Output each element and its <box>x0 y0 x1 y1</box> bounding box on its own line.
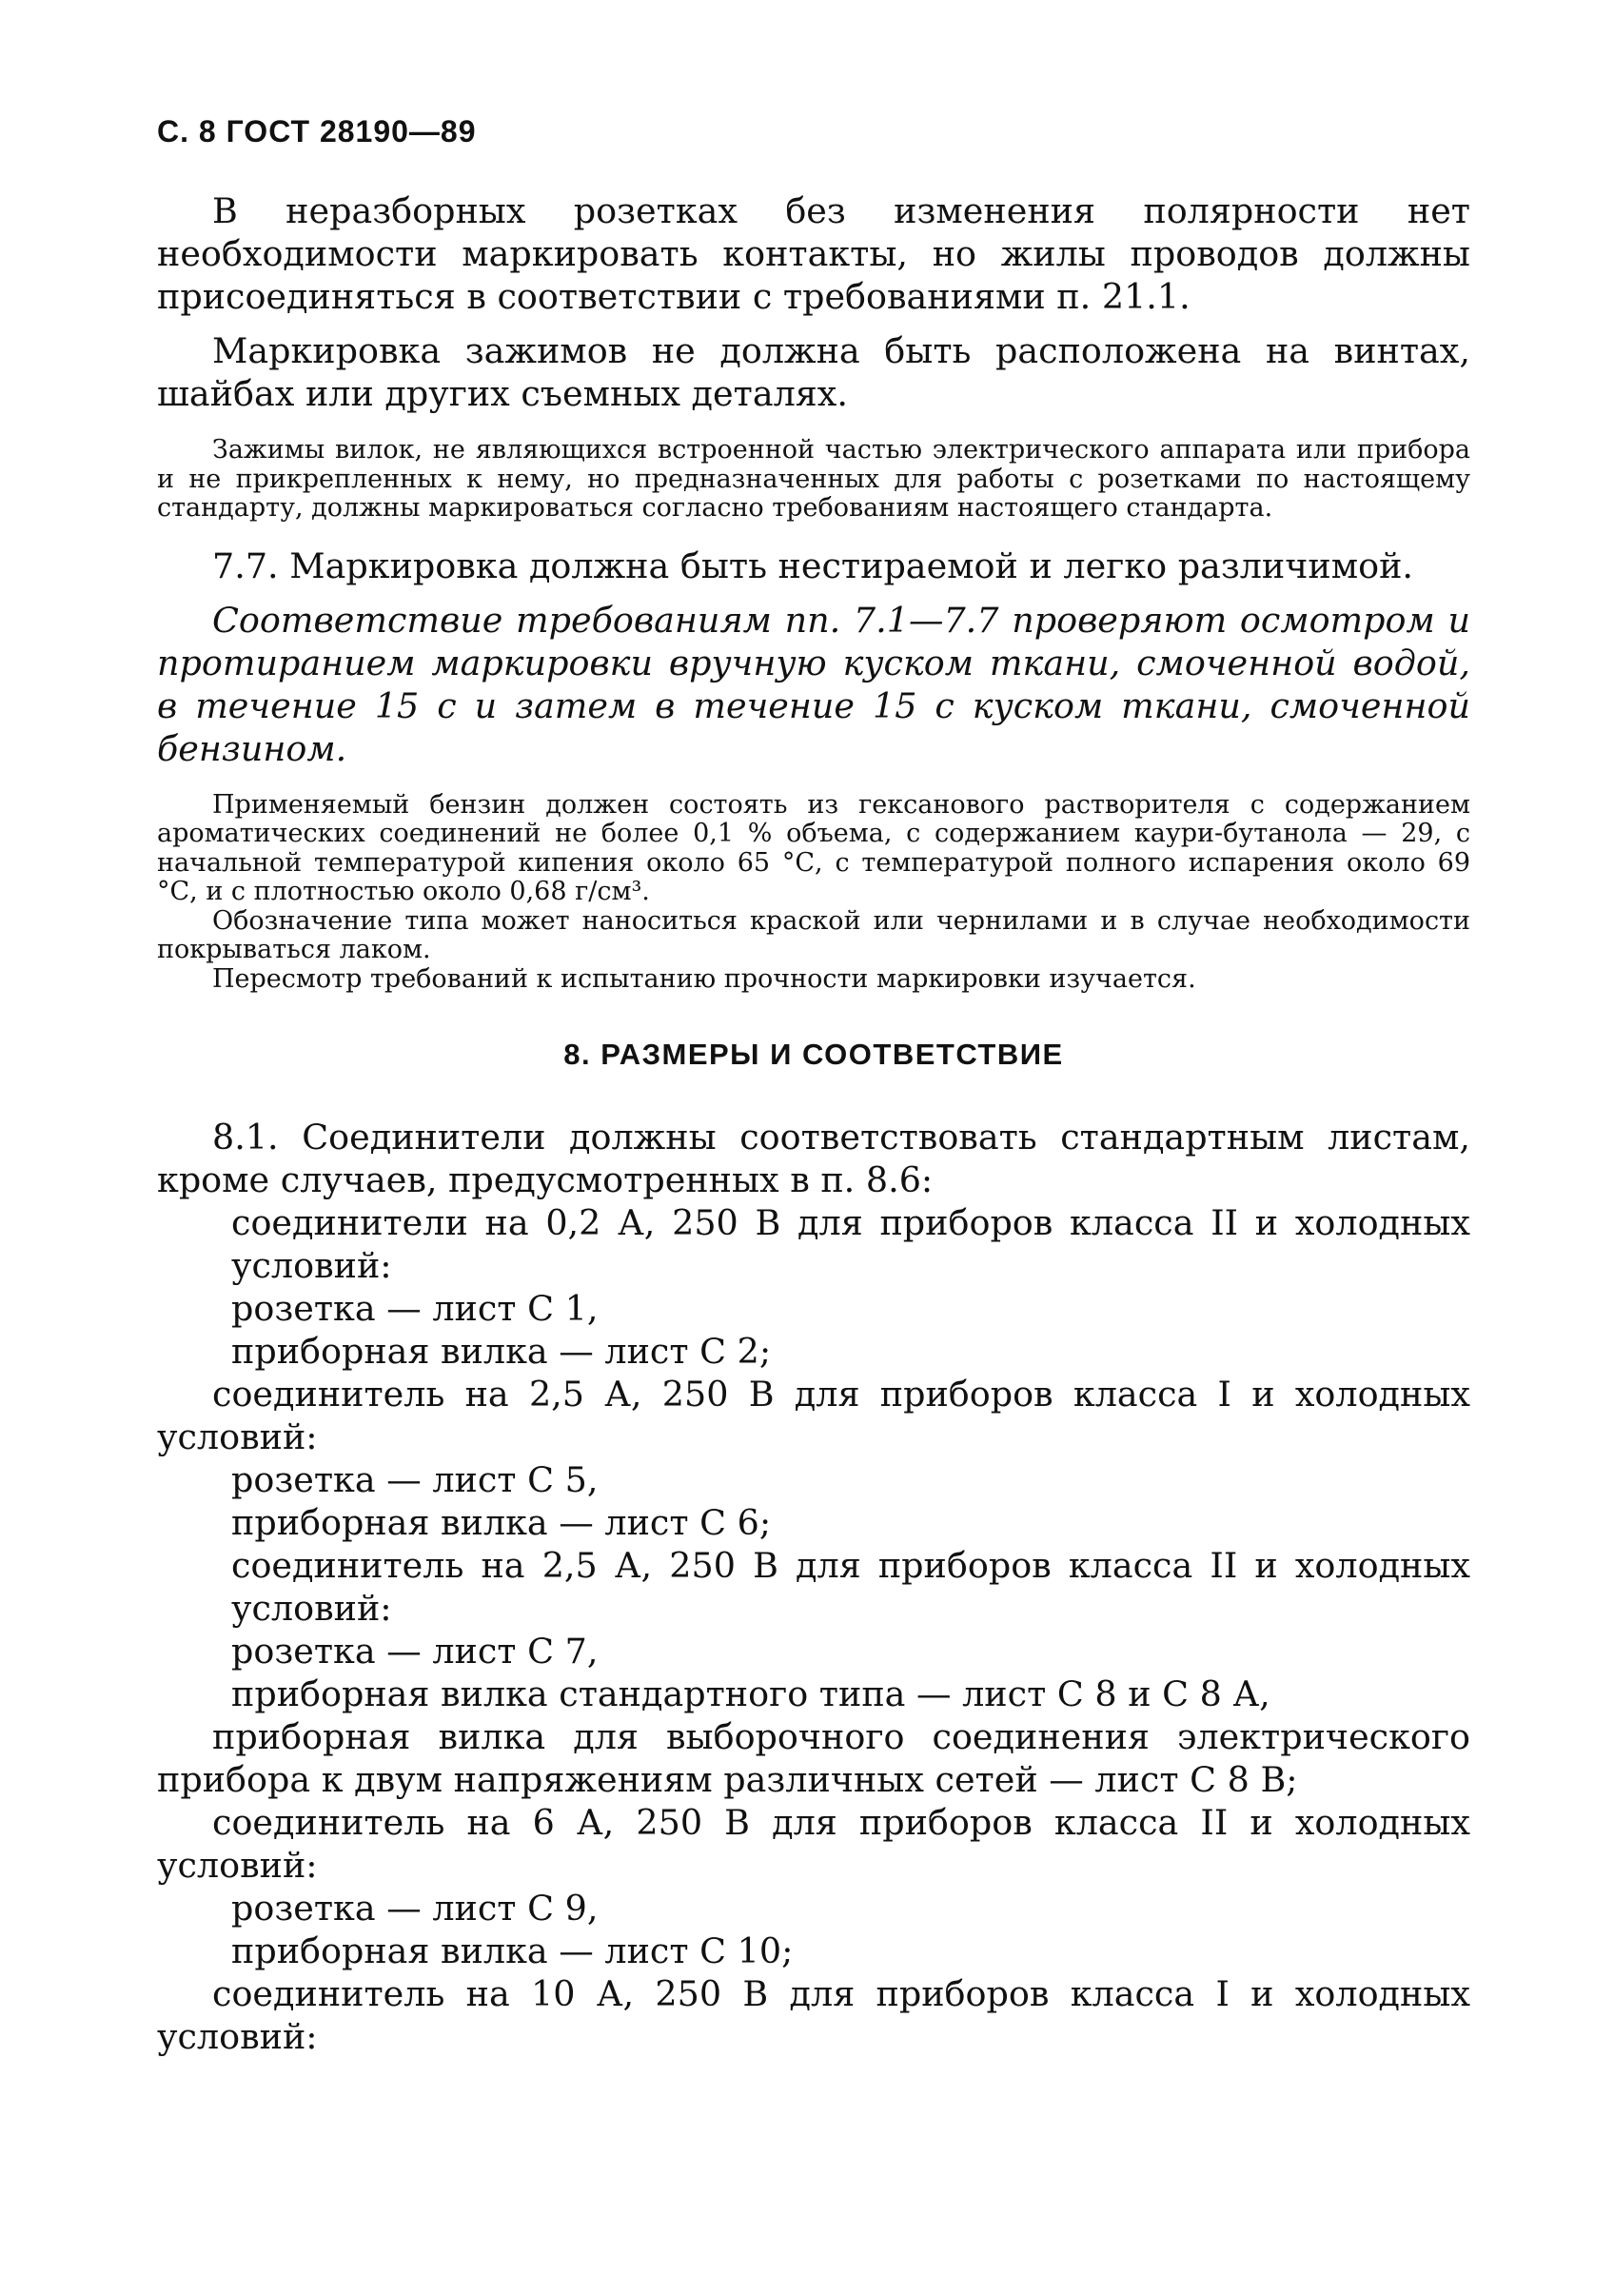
list-item: соединитель на 2,5 А, 250 В для приборов класса I и холодных условий: <box>157 1374 1470 1457</box>
note-revision: Пересмотр требований к испытанию прочности маркировки изучается. <box>212 963 1196 994</box>
clause-7-7: 7.7. Маркировка должна быть нестираемой и легко различимой. <box>212 544 1413 586</box>
list-item: соединитель на 6 А, 250 В для приборов класса II и холодных условий: <box>157 1802 1470 1886</box>
list-item: розетка — лист С 9, <box>231 1888 599 1929</box>
note-type-designation: Обозначение типа может наноситься краской или чернилами и в случае необходимости покрываться лаком. <box>157 905 1470 964</box>
running-head: С. 8 ГОСТ 28190—89 <box>157 114 477 148</box>
list-item: приборная вилка — лист С 2; <box>231 1331 772 1372</box>
document-page <box>157 114 1470 2058</box>
paragraph-nonrewirable-sockets: В неразборных розетках без изменения полярности нет необходимости маркировать контакты, но жилы проводов должны присоединяться в соответствии с требованиями п. 21.1. <box>157 190 1470 317</box>
section-8-title: 8. РАЗМЕРЫ И СООТВЕТСТВИЕ <box>563 1038 1064 1071</box>
list-item: приборная вилка — лист С 10; <box>231 1930 794 1971</box>
list-item: соединитель на 2,5 А, 250 В для приборов класса II и холодных условий: <box>231 1545 1470 1629</box>
list-item: приборная вилка — лист С 6; <box>231 1502 772 1543</box>
list-item: розетка — лист С 7, <box>231 1631 599 1672</box>
list-item: приборная вилка для выборочного соединения электрического прибора к двум напряжениям различных сетей — лист С 8 В; <box>157 1716 1470 1800</box>
note-plug-terminals: Зажимы вилок, не являющихся встроенной частью электрического аппарата или прибора и не прикрепленных к нему, но предназначенных для работы с розетками по настоящему стандарту, должны маркироваться согласно требованиям настоящего стандарта. <box>157 435 1470 523</box>
list-item: розетка — лист С 5, <box>231 1459 599 1500</box>
connector-list <box>157 1201 1470 2058</box>
paragraph-terminal-marking: Маркировка зажимов не должна быть расположена на винтах, шайбах или других съемных деталях. <box>157 330 1470 414</box>
list-item: розетка — лист С 1, <box>231 1288 599 1329</box>
list-item: соединители на 0,2 А, 250 В для приборов класса II и холодных условий: <box>231 1202 1470 1286</box>
clause-8-1: 8.1. Соединители должны соответствовать стандартным листам, кроме случаев, предусмотренных в п. 8.6: <box>157 1117 1470 1200</box>
list-item: соединитель на 10 А, 250 В для приборов класса I и холодных условий: <box>157 1973 1470 2057</box>
test-procedure: Соответствие требованиям пп. 7.1—7.7 проверяют осмотром и протиранием маркировки вручную куском ткани, смоченной водой, в течение 15 с и затем в течение 15 с куском ткани, смоченной бензином. <box>157 599 1470 769</box>
list-item: приборная вилка стандартного типа — лист С 8 и С 8 А, <box>231 1673 1270 1714</box>
note-petrol-spec: Применяемый бензин должен состоять из гексанового растворителя с содержанием ароматических соединений не более 0,1 % объема, с содержанием каури-бутанола — 29, с начальной температурой кипения около 65 °С, с температурой полного испарения около 69 °С, и с плотностью около 0,68 г/см³. <box>157 789 1470 906</box>
